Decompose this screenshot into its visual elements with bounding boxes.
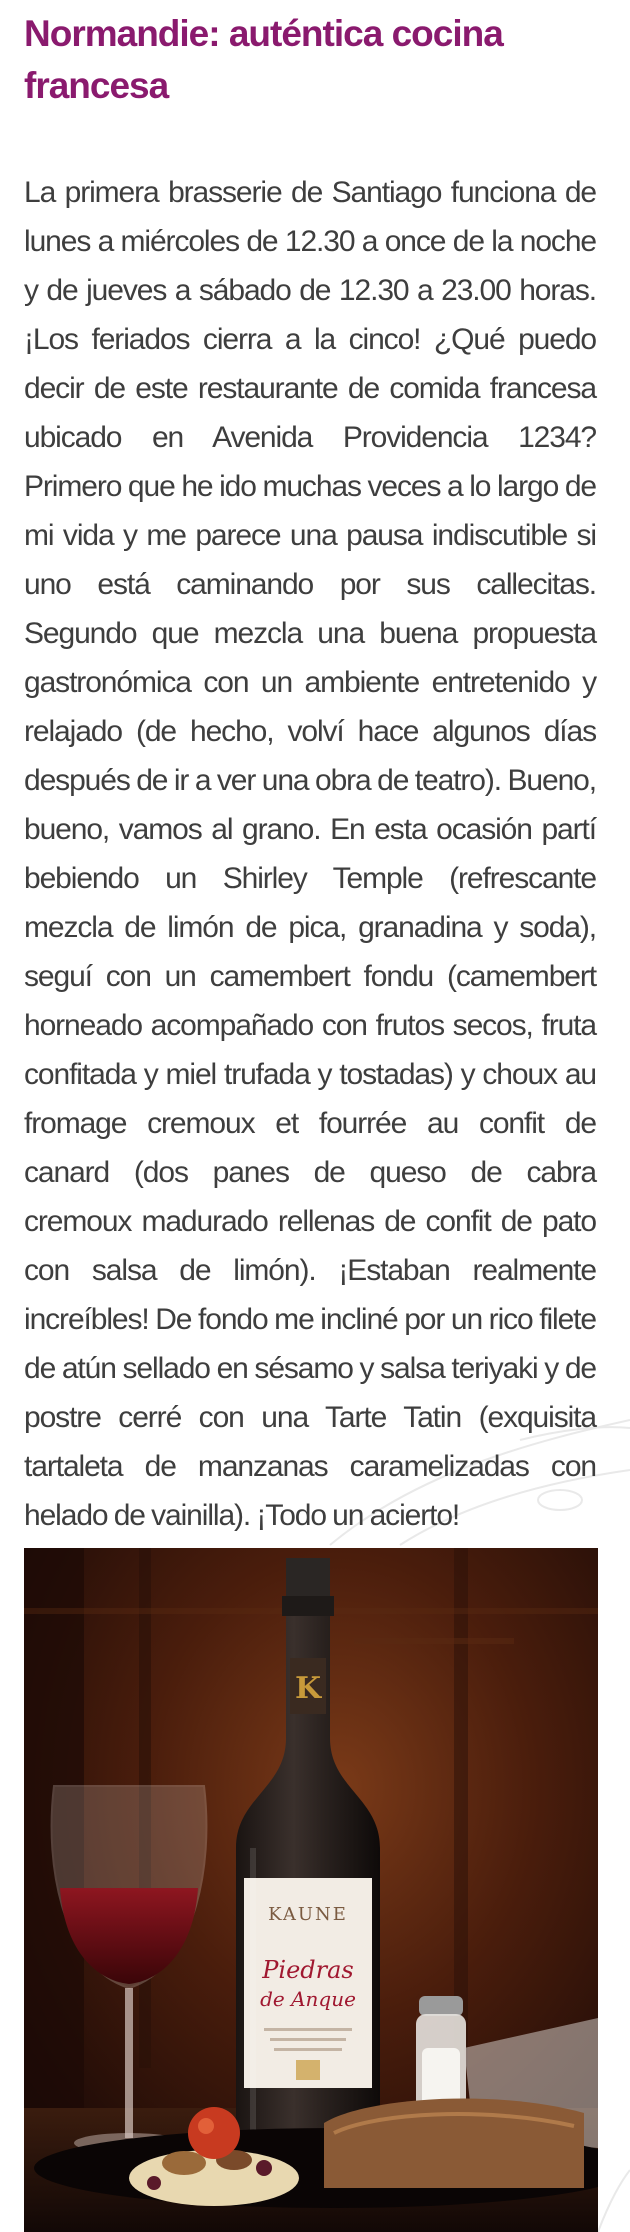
- bottle-name-line1: Piedras: [262, 1956, 354, 1984]
- article-body: La primera brasserie de Santiago funciona de lunes a miércoles de 12.30 a once de la noche y de jueves a sábado de 12.30 a 23.00 horas. ¡Los feriados cierra a la cinco! ¿Qué puedo decir de este restaurante de comida francesa ubicado en Avenida Providencia 1234? Primero que he ido muchas veces a lo largo de mi vida y me parece una pausa indiscutible si uno está caminando por sus callecitas. Segundo que mezcla una buena propuesta gastronómica con un ambiente entretenido y relajado (de hecho, volví hace algunos días después de ir a ver una obra de teatro). Bueno, bueno, vamos al grano. En esta ocasión partí bebiendo un Shirley Temple (refrescante mezcla de limón de pica, granadina y soda), seguí con un camembert fondu (camembert horneado acompañado con frutos secos, fruta confitada y miel trufada y tostadas) y choux au fromage cremoux et fourrée au confit de canard (dos panes de queso de cabra cremoux madurado rellenas de confit de pato con salsa de limón). ¡Estaban realmente increíbles! De fondo me incliné por un rico filete de atún sellado en sésamo y salsa teriyaki y de postre cerré con una Tarte Tatin (exquisita tartaleta de manzanas caramelizadas con helado de vainilla). ¡Todo un acierto!: [24, 176, 596, 1532]
- bottle-name-line2: de Anque: [260, 1987, 356, 2011]
- salt-shaker: [416, 1996, 466, 2114]
- wine-bottle-and-glass-image: [24, 1548, 598, 2232]
- restaurant-photo: [24, 1548, 598, 2232]
- article-title: Normandie: auténtica cocina francesa: [24, 13, 503, 106]
- svg-text:K: K: [294, 1671, 322, 1706]
- bottle-brand-label: KAUNE: [268, 1904, 348, 1925]
